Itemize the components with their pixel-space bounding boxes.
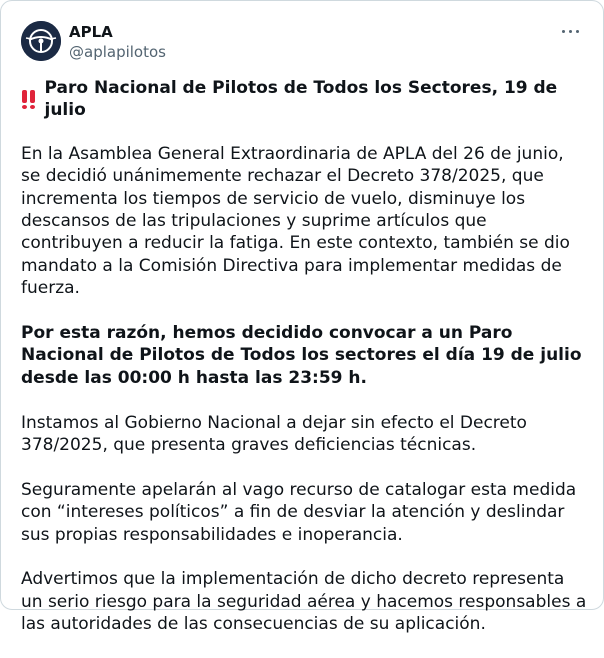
more-dot bbox=[569, 30, 572, 33]
post-title bbox=[21, 77, 587, 122]
more-dot bbox=[576, 30, 579, 33]
author-block[interactable] bbox=[69, 22, 166, 62]
author-display-name[interactable]: APLA bbox=[69, 23, 113, 41]
post-paragraph: Instamos al Gobierno Nacional a dejar sin efecto el Decreto 378/2025, que presenta graves deficiencias técnicas. bbox=[21, 412, 527, 456]
post-paragraph: Seguramente apelarán al vago recurso de catalogar esta medida con “intereses políticos” a fin de desviar la atención y deslindar sus propias responsabilidades e inoperancia. bbox=[21, 479, 577, 545]
avatar[interactable] bbox=[21, 21, 61, 61]
double-exclamation-icon bbox=[21, 89, 37, 109]
author-handle[interactable]: @aplapilotos bbox=[69, 43, 166, 61]
more-options-button[interactable] bbox=[559, 21, 583, 41]
post-paragraph: En la Asamblea General Extraordinaria de APLA del 26 de junio, se decidió unánimemente rechazar el Decreto 378/2025, que incrementa los tiempos de servicio de vuelo, disminuye los descansos de las tripulaciones y suprime artículos que contribuyen a reducir la fatiga. En este contexto, también se dio mandato a la Comisión Directiva para implementar medidas de fuerza. bbox=[21, 143, 570, 299]
post-paragraph-bold: Por esta razón, hemos decidido convocar a un Paro Nacional de Pilotos de Todos los sectores el día 19 de julio desde las 00:00 h hasta las 23:59 h. bbox=[21, 323, 582, 388]
apla-logo-icon bbox=[21, 21, 61, 61]
more-horizontal-icon bbox=[562, 30, 565, 33]
post-title-text: Paro Nacional de Pilotos de Todos los Sectores, 19 de julio bbox=[44, 78, 558, 121]
post-text bbox=[21, 77, 587, 658]
post-paragraph: Advertimos que la implementación de dicho decreto representa un serio riesgo para la seguridad aérea y hacemos responsables a las autoridades de las consecuencias de su aplicación. bbox=[21, 569, 587, 635]
post-header bbox=[21, 21, 583, 65]
